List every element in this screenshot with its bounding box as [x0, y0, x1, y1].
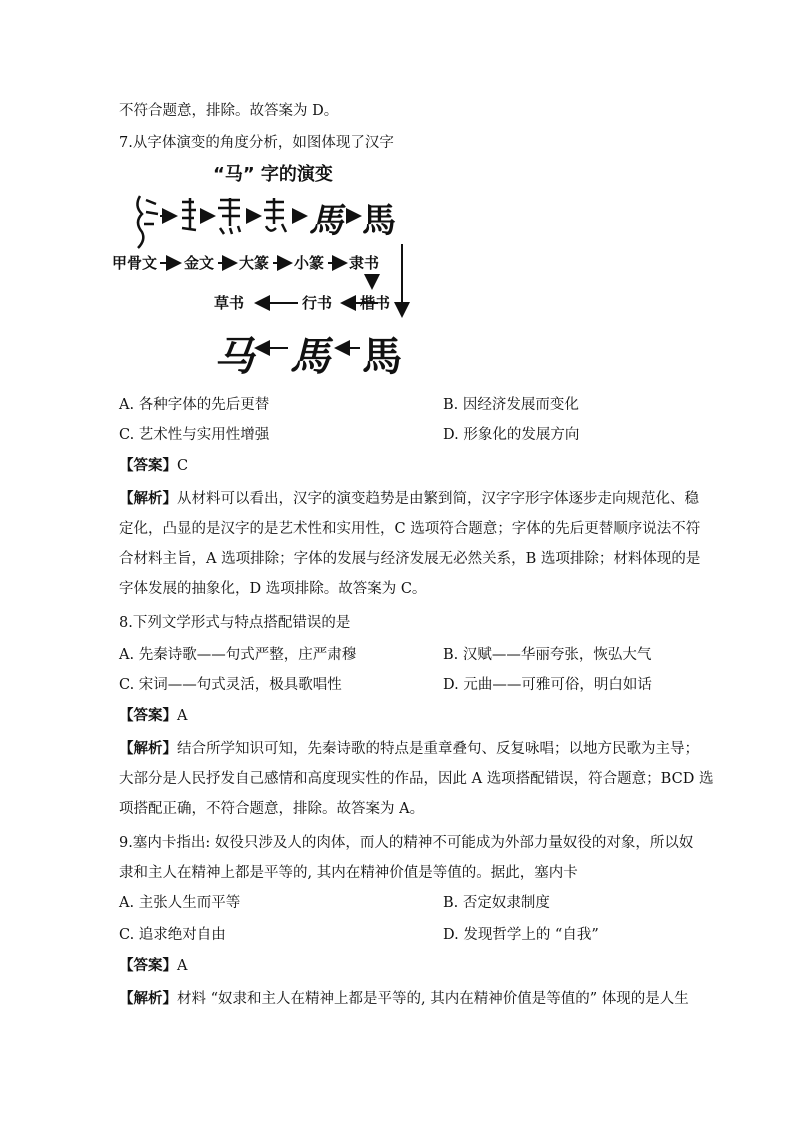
- q8-option-a: A. 先秦诗歌——句式严整，庄严肃穆: [119, 647, 357, 663]
- label-large-seal: 大篆: [239, 254, 270, 272]
- figure-title: “马” 字的演变: [213, 164, 333, 185]
- q7-option-c: C. 艺术性与实用性增强: [119, 427, 270, 443]
- label-small-seal: 小篆: [294, 254, 325, 272]
- label-bronze: 金文: [184, 254, 215, 272]
- q8-option-c: C. 宋词——句式灵活，极具歌唱性: [119, 677, 342, 693]
- label-oracle: 甲骨文: [112, 254, 158, 272]
- q9-option-c: C. 追求绝对自由: [119, 927, 226, 943]
- label-regular: 楷书: [360, 294, 391, 312]
- q7-explanation-2: 定化，凸显的是汉字的是艺术性和实用性，C 选项符合题意；字体的先后更替顺序说法不符: [119, 521, 701, 537]
- prev-answer-tail: 不符合题意，排除。故答案为 D。: [119, 103, 339, 119]
- cursive-glyph: 马: [214, 334, 254, 380]
- label-cursive: 草书: [214, 294, 245, 312]
- question-8-stem: 8.下列文学形式与特点搭配错误的是: [119, 615, 351, 631]
- q7-option-d: D. 形象化的发展方向: [443, 427, 580, 443]
- answer-tag: 【答案】: [119, 957, 177, 974]
- answer-value: C: [177, 458, 189, 474]
- clerical-glyph: 馬: [309, 201, 343, 241]
- question-7-stem: 7.从字体演变的角度分析，如图体现了汉字: [119, 135, 394, 151]
- explanation-tag: 【解析】: [119, 740, 177, 757]
- q9-option-a: A. 主张人生而平等: [119, 895, 241, 911]
- q8-answer: [119, 706, 187, 726]
- q9-answer: [119, 956, 187, 976]
- answer-tag: 【答案】: [119, 707, 177, 724]
- q7-option-a: A. 各种字体的先后更替: [119, 397, 270, 413]
- q7-explanation: 【解析】从材料可以看出，汉字的演变趋势是由繁到简，汉字字形字体逐步走向规范化、稳: [119, 490, 699, 507]
- bronze-glyph-icon: [182, 198, 196, 230]
- small-seal-glyph-icon: [264, 198, 286, 232]
- q8-explanation-3: 项搭配正确，不符合题意，排除。故答案为 A。: [119, 801, 425, 817]
- question-9-stem: 9.塞内卡指出: 奴役只涉及人的肉体，而人的精神不可能成为外部力量奴役的对象，所以奴: [119, 835, 694, 851]
- question-9-stem-2: 隶和主人在精神上都是平等的, 其内在精神价值是等值的。据此，塞内卡: [119, 865, 578, 881]
- q8-option-d: D. 元曲——可雅可俗，明白如话: [443, 677, 652, 693]
- q8-explanation: 【解析】结合所学知识可知，先秦诗歌的特点是重章叠句、反复咏唱；以地方民歌为主导；: [119, 740, 699, 757]
- q7-option-b: B. 因经济发展而变化: [443, 397, 579, 413]
- explanation-tag: 【解析】: [119, 490, 177, 507]
- q7-answer: [119, 456, 188, 476]
- q7-explanation-4: 字体发展的抽象化，D 选项排除。故答案为 C。: [119, 581, 427, 597]
- q9-option-b: B. 否定奴隶制度: [443, 895, 550, 911]
- oracle-glyph-icon: [137, 196, 158, 248]
- answer-value: A: [177, 708, 188, 724]
- q9-explanation: 【解析】材料 “奴隶和主人在精神上都是平等的, 其内在精神价值是等值的” 体现的是人生: [119, 990, 689, 1007]
- answer-value: A: [177, 958, 188, 974]
- large-seal-glyph-icon: [218, 198, 240, 234]
- label-running: 行书: [302, 294, 333, 312]
- running-glyph: 馬: [290, 334, 330, 380]
- regular-glyph: 馬: [362, 334, 402, 380]
- label-clerical: 隶书: [349, 254, 380, 272]
- q8-option-b: B. 汉赋——华丽夸张，恢弘大气: [443, 647, 652, 663]
- q9-option-d: D. 发现哲学上的 “自我”: [443, 927, 599, 943]
- explanation-tag: 【解析】: [119, 990, 177, 1007]
- regular-glyph-top: 馬: [362, 201, 396, 241]
- ma-evolution-figure: [110, 158, 420, 380]
- q8-explanation-2: 大部分是人民抒发自己感情和高度现实性的作品，因此 A 选项搭配错误，符合题意；BCD 选: [119, 771, 714, 787]
- answer-tag: 【答案】: [119, 457, 177, 474]
- q7-explanation-3: 合材料主旨，A 选项排除；字体的发展与经济发展无必然关系，B 选项排除；材料体现的是: [119, 551, 701, 567]
